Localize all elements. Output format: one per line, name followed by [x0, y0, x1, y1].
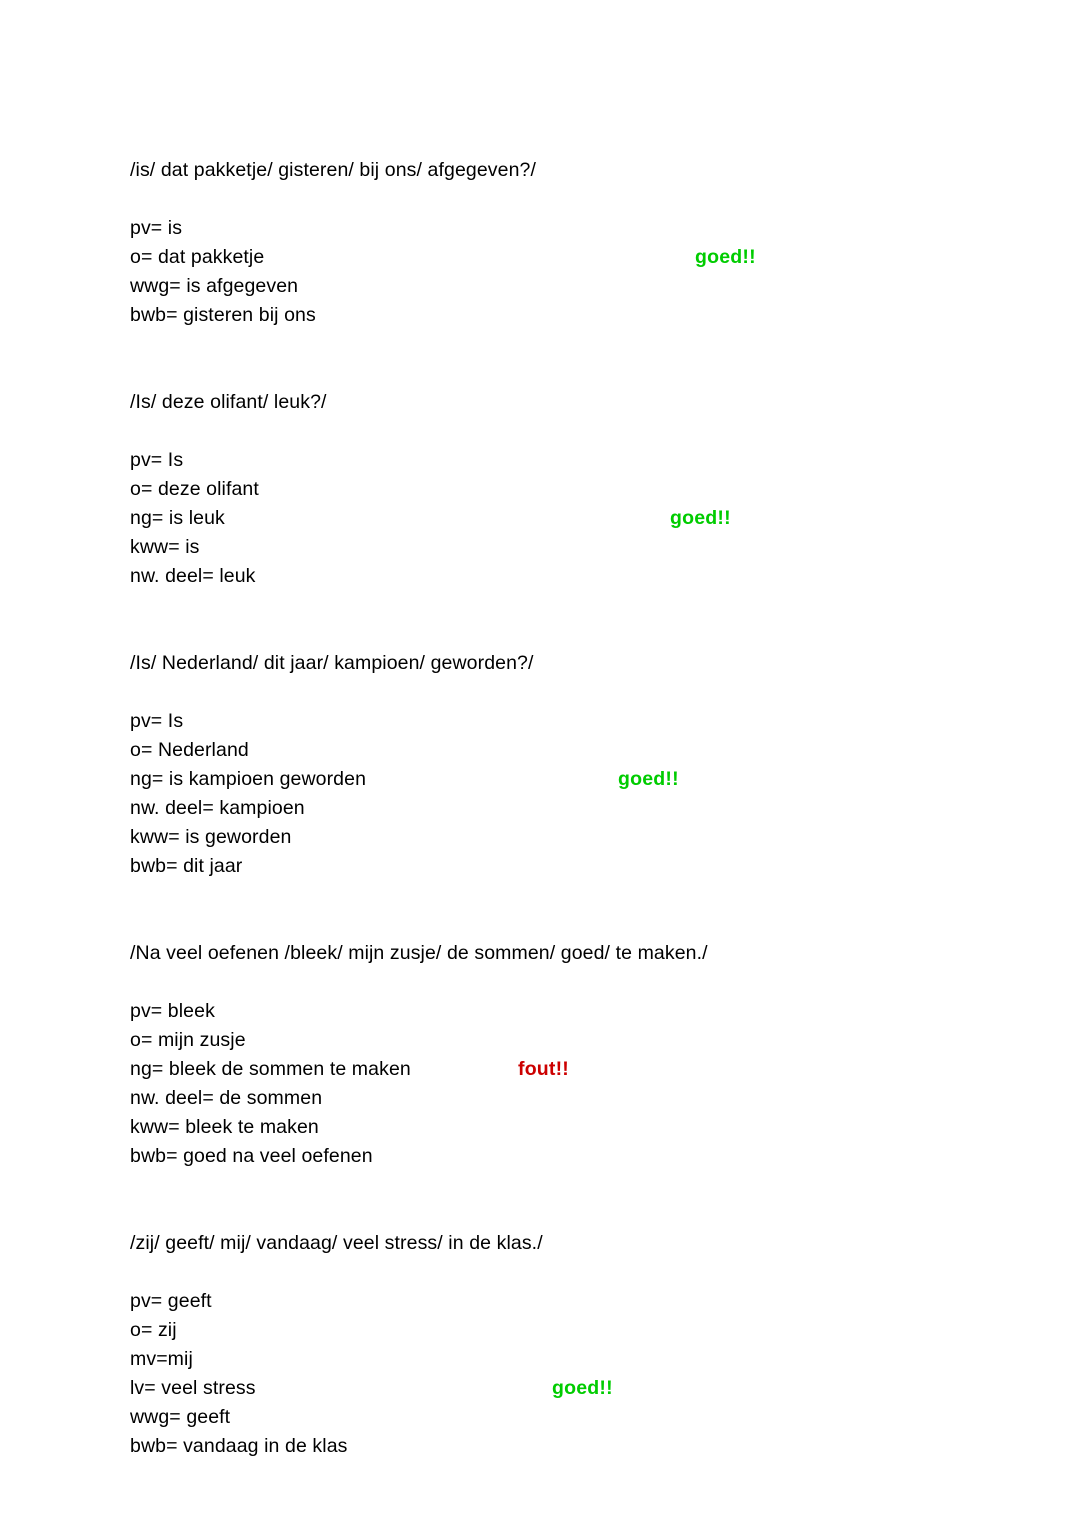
- analysis-line-text: pv= Is: [130, 449, 184, 471]
- analysis-line: [130, 1055, 1080, 1084]
- analysis-line: [130, 562, 1080, 591]
- analysis-line-text: o= mijn zusje: [130, 1029, 246, 1051]
- analysis-list: [130, 446, 1080, 591]
- analysis-line-text: bwb= gisteren bij ons: [130, 304, 316, 326]
- analysis-line: [130, 243, 1080, 272]
- analysis-line-text: kww= is: [130, 536, 200, 558]
- analysis-list: [130, 707, 1080, 881]
- sentence-line: /zij/ geeft/ mij/ vandaag/ veel stress/ in de klas./: [130, 1232, 543, 1254]
- analysis-line-text: pv= geeft: [130, 1290, 212, 1312]
- verdict-badge-goed: goed!!: [552, 1377, 613, 1399]
- analysis-line-text: nw. deel= leuk: [130, 565, 256, 587]
- analysis-line-text: pv= is: [130, 217, 183, 239]
- analysis-line: [130, 765, 1080, 794]
- analysis-line: [130, 446, 1080, 475]
- analysis-line: [130, 272, 1080, 301]
- analysis-line-text: ng= is kampioen geworden: [130, 768, 367, 790]
- analysis-line: [130, 504, 1080, 533]
- analysis-line-text: pv= bleek: [130, 1000, 215, 1022]
- analysis-line-text: kww= bleek te maken: [130, 1116, 319, 1138]
- analysis-list: [130, 214, 1080, 330]
- analysis-line: [130, 1113, 1080, 1142]
- analysis-line: [130, 852, 1080, 881]
- exercise-list: [130, 156, 1080, 1461]
- analysis-line: [130, 1026, 1080, 1055]
- analysis-line-text: o= zij: [130, 1319, 177, 1341]
- analysis-line-text: o= dat pakketje: [130, 246, 265, 268]
- analysis-line: [130, 1432, 1080, 1461]
- exercise-block: [130, 388, 1080, 591]
- sentence-line: /Na veel oefenen /bleek/ mijn zusje/ de sommen/ goed/ te maken./: [130, 942, 708, 964]
- analysis-line-text: kww= is geworden: [130, 826, 292, 848]
- analysis-line: [130, 1403, 1080, 1432]
- analysis-line-text: bwb= goed na veel oefenen: [130, 1145, 373, 1167]
- analysis-line: [130, 1374, 1080, 1403]
- analysis-line-text: wwg= is afgegeven: [130, 275, 299, 297]
- analysis-line: [130, 794, 1080, 823]
- sentence-line: /Is/ Nederland/ dit jaar/ kampioen/ geworden?/: [130, 652, 534, 674]
- analysis-line-text: nw. deel= kampioen: [130, 797, 305, 819]
- analysis-line-text: nw. deel= de sommen: [130, 1087, 323, 1109]
- analysis-line-text: ng= is leuk: [130, 507, 225, 529]
- analysis-line: [130, 475, 1080, 504]
- analysis-line-text: ng= bleek de sommen te maken: [130, 1058, 411, 1080]
- analysis-line-text: o= Nederland: [130, 739, 249, 761]
- sentence-line: /is/ dat pakketje/ gisteren/ bij ons/ afgegeven?/: [130, 159, 536, 181]
- exercise-block: [130, 649, 1080, 881]
- analysis-line-text: o= deze olifant: [130, 478, 259, 500]
- analysis-list: [130, 1287, 1080, 1461]
- exercise-block: [130, 1229, 1080, 1461]
- verdict-badge-goed: goed!!: [618, 768, 679, 790]
- verdict-badge-goed: goed!!: [695, 246, 756, 268]
- analysis-line: [130, 301, 1080, 330]
- analysis-line: [130, 1345, 1080, 1374]
- verdict-badge-goed: goed!!: [670, 507, 731, 529]
- analysis-line: [130, 533, 1080, 562]
- exercise-block: [130, 939, 1080, 1171]
- analysis-line: [130, 1084, 1080, 1113]
- exercise-block: [130, 156, 1080, 330]
- analysis-line: [130, 736, 1080, 765]
- sentence-line: /Is/ deze olifant/ leuk?/: [130, 391, 327, 413]
- analysis-line: [130, 1142, 1080, 1171]
- analysis-line-text: wwg= geeft: [130, 1406, 231, 1428]
- analysis-line: [130, 707, 1080, 736]
- analysis-line-text: pv= Is: [130, 710, 184, 732]
- analysis-list: [130, 997, 1080, 1171]
- verdict-badge-fout: fout!!: [518, 1058, 569, 1080]
- analysis-line-text: bwb= vandaag in de klas: [130, 1435, 348, 1457]
- analysis-line: [130, 997, 1080, 1026]
- analysis-line: [130, 1287, 1080, 1316]
- analysis-line-text: mv=mij: [130, 1348, 193, 1370]
- analysis-line: [130, 214, 1080, 243]
- analysis-line: [130, 823, 1080, 852]
- analysis-line-text: bwb= dit jaar: [130, 855, 243, 877]
- analysis-line: [130, 1316, 1080, 1345]
- analysis-line-text: lv= veel stress: [130, 1377, 256, 1399]
